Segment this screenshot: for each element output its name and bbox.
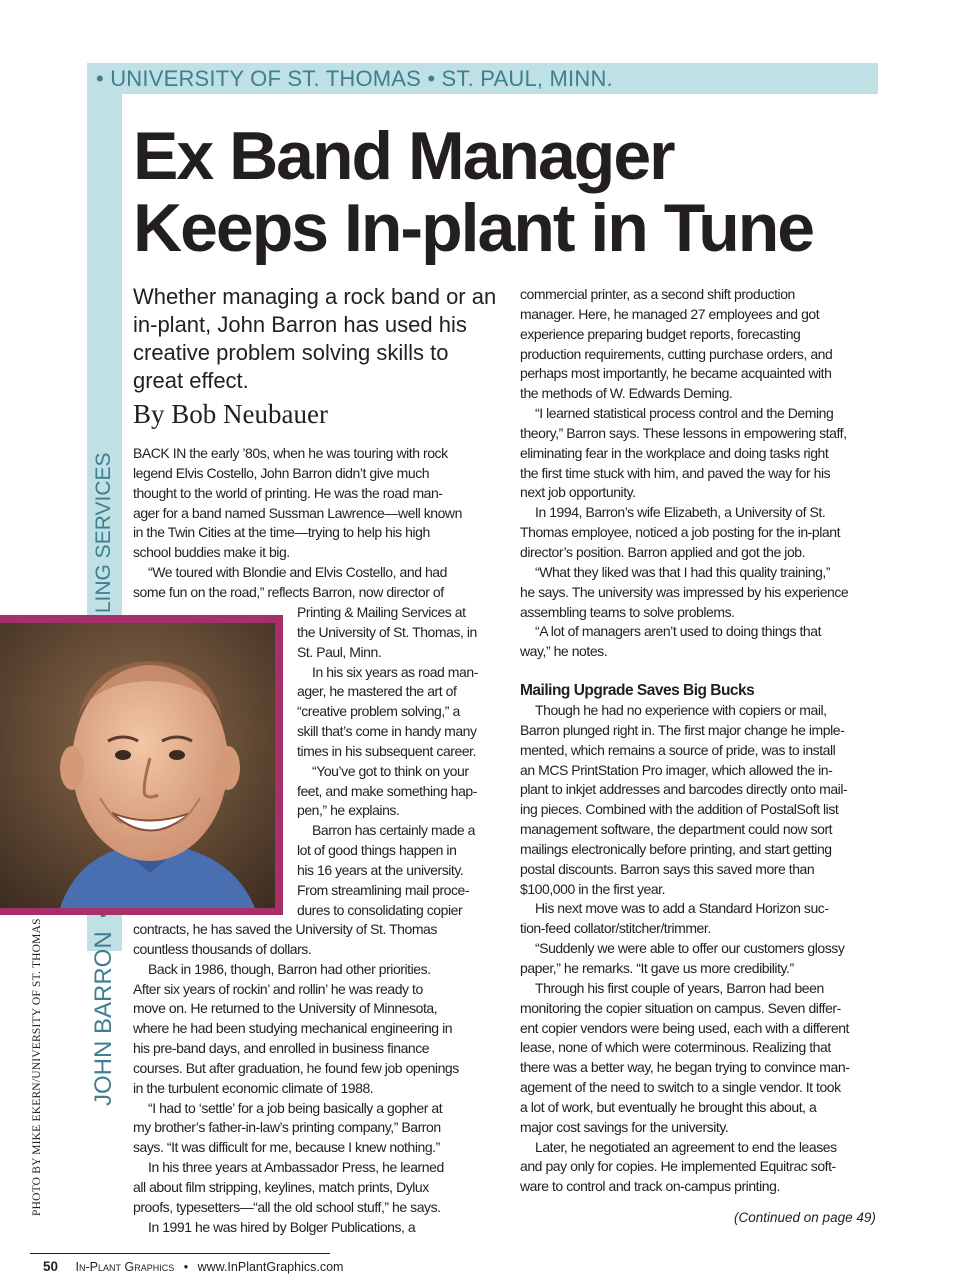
text-line: paper,” he remarks. “It gave us more credibility.” (520, 959, 794, 976)
text-line: commercial printer, as a second shift production (520, 286, 795, 302)
byline: By Bob Neubauer (133, 399, 328, 429)
text-line: “You’ve got to think on your (312, 762, 469, 779)
text-line: Printing & Mailing Services at (297, 604, 466, 620)
text-line: management software, the department could now sort (520, 821, 833, 838)
text-line: major cost savings for the university. (520, 1118, 729, 1135)
website-link[interactable]: www.InPlantGraphics.com (197, 1260, 344, 1274)
text-line: the University of St. Thomas, in (297, 623, 477, 640)
column-2-top (520, 285, 880, 662)
text-line: tion-feed collator/stitcher/trimmer. (520, 920, 711, 937)
column-2-bottom (520, 701, 880, 1197)
text-line: where he had been studying mechanical engineering in (133, 1020, 453, 1037)
text-line: perhaps most importantly, he became acquainted with (520, 365, 832, 382)
text-line: In his six years as road man- (312, 663, 478, 680)
text-line: Later, he negotiated an agreement to end the leases (535, 1138, 837, 1155)
text-line: BACK IN the early ’80s, when he was touring with rock (133, 445, 448, 461)
text-line: In 1994, Barron’s wife Elizabeth, a University of St. (535, 504, 826, 521)
text-line: monitoring the copier situation on campus. Seven differ- (520, 999, 841, 1016)
column-1-wrap (297, 603, 502, 921)
text-line: some fun on the road,” reflects Barron, now director of (133, 583, 444, 600)
text-line: countless thousands of dollars. (133, 940, 312, 957)
text-line: $100,000 in the first year. (520, 880, 666, 897)
text-line: “We toured with Blondie and Elvis Costello, and had (148, 564, 447, 581)
continued-note: (Continued on page 49) (734, 1210, 876, 1225)
text-line: From streamlining mail proce- (297, 881, 470, 898)
name-vertical-label: JOHN BARRON (90, 931, 117, 1106)
portrait-illustration (0, 623, 275, 908)
portrait-photo (0, 623, 275, 908)
text-line: Back in 1986, though, Barron had other priorities. (148, 960, 431, 977)
text-line: times in his subsequent career. (297, 742, 477, 759)
text-line: In 1991 he was hired by Bolger Publications, a (148, 1218, 416, 1235)
text-line: agement of the need to switch to a single vendor. It took (520, 1079, 841, 1096)
text-line: theory,” Barron says. These lessons in empowering staff, (520, 424, 847, 441)
text-line: ing pieces. Combined with the addition of PostalSoft list (520, 801, 839, 818)
text-line: legend Elvis Costello, John Barron didn’t give much (133, 464, 430, 481)
text-line: in the Twin Cities at the time—trying to help his high (133, 524, 430, 541)
text-line: dures to consolidating copier (297, 901, 463, 918)
text-line: “I had to ‘settle’ for a job being basically a gopher at (148, 1099, 443, 1116)
photo-credit: PHOTO BY MIKE EKERN/UNIVERSITY OF ST. THOMAS (31, 918, 43, 1216)
column-1-top (133, 444, 498, 603)
page-footer (43, 1257, 343, 1277)
page-title (133, 120, 813, 264)
text-line: “I learned statistical process control and the Deming (535, 405, 834, 422)
text-line: move on. He returned to the University of Minnesota, (133, 1000, 438, 1017)
deck-summary: Whether managing a rock band or an in-plant, John Barron has used his creative problem solving skills to great effect. (133, 284, 497, 393)
text-line: “Suddenly we were able to offer our customers glossy (535, 940, 845, 957)
text-line: feet, and make something hap- (297, 782, 477, 799)
text-line: thought to the world of printing. He was the road man- (133, 484, 443, 501)
text-line: and pay only for copies. He implemented Equitrac soft- (520, 1158, 836, 1175)
text-line: production requirements, cutting purchase orders, and (520, 345, 833, 362)
text-line: proofs, typesetters—“all the old school stuff,” he says. (133, 1198, 441, 1215)
headline-line-2: Keeps In-plant in Tune (133, 190, 814, 266)
text-line: ager for a band named Sussman Lawrence—well known (133, 504, 462, 521)
text-line: “What they liked was that I had this quality training,” (535, 563, 831, 580)
text-line: mailings electronically before printing, and start getting (520, 840, 832, 857)
text-line: the first time stuck with him, and paved the way for his (520, 464, 831, 481)
text-line: says. “It was difficult for me, because I knew nothing.” (133, 1139, 440, 1156)
text-line: a lot of work, but eventually he brought this about, a (520, 1098, 817, 1115)
text-line: courses. But after graduation, he found few job openings (133, 1059, 459, 1076)
text-line: Barron has certainly made a (312, 822, 475, 839)
text-line: Barron plunged right in. The first major change he imple- (520, 721, 845, 738)
text-line: director’s position. Barron applied and got the job. (520, 543, 806, 560)
location-header: • UNIVERSITY OF ST. THOMAS • ST. PAUL, MINN. (96, 66, 613, 91)
text-line: he says. The university was impressed by his experience (520, 583, 849, 600)
publication-name: In-Plant Graphics (75, 1260, 175, 1274)
text-line: eliminating fear in the workplace and doing tasks right (520, 444, 829, 461)
page-number: 50 (43, 1259, 59, 1274)
text-line: His next move was to add a Standard Horizon suc- (535, 900, 829, 917)
text-line: an MCS PrintStation Pro imager, which allowed the in- (520, 761, 833, 778)
text-line: school buddies make it big. (133, 544, 290, 561)
text-line: lot of good things happen in (297, 842, 457, 859)
text-line: St. Paul, Minn. (297, 643, 382, 660)
text-line: way,” he notes. (520, 643, 608, 660)
text-line: “A lot of managers aren’t used to doing things that (535, 623, 822, 640)
text-line: all about film stripping, keylines, match prints, Dylux (133, 1178, 429, 1195)
text-line: there was a better way, he began trying to convince man- (520, 1059, 850, 1076)
subhead: Mailing Upgrade Saves Big Bucks (520, 682, 755, 699)
text-line: manager. Here, he managed 27 employees and got (520, 305, 820, 322)
text-line: Through his first couple of years, Barron had been (535, 979, 824, 996)
text-line: “creative problem solving,” a (297, 703, 460, 720)
text-line: assembling teams to solve problems. (520, 603, 735, 620)
text-line: in the turbulent economic climate of 1988. (133, 1079, 374, 1096)
footer-rule (30, 1253, 330, 1254)
text-line: mented, which remains a source of pride, was to install (520, 741, 836, 758)
text-line: experience preparing budget reports, forecasting (520, 325, 801, 342)
text-line: his pre-band days, and enrolled in business finance (133, 1040, 430, 1057)
text-line: next job opportunity. (520, 484, 636, 501)
text-line: postal discounts. Barron says this saved more than (520, 860, 815, 877)
headline-line-1: Ex Band Manager (133, 118, 674, 194)
footer-separator: • (183, 1260, 189, 1274)
text-line: ager, he mastered the art of (297, 683, 457, 700)
text-line: Though he had no experience with copiers or mail, (535, 702, 827, 718)
text-line: After six years of rockin’ and rollin’ he was ready to (133, 980, 423, 997)
text-line: In his three years at Ambassador Press, he learned (148, 1159, 444, 1176)
text-line: contracts, he has saved the University of St. Thomas (133, 921, 437, 937)
text-line: plant to inkjet addresses and barcodes directly onto mail- (520, 781, 848, 798)
text-line: his 16 years at the university. (297, 861, 464, 878)
column-1-bottom (133, 920, 498, 1238)
text-line: Thomas employee, noticed a job posting for the in-plant (520, 524, 841, 541)
text-line: ent copier vendors were being used, each with a different (520, 1019, 849, 1036)
text-line: the methods of W. Edwards Deming. (520, 385, 733, 402)
text-line: pen,” he explains. (297, 802, 400, 819)
text-line: my brother’s father-in-law’s printing company,” Barron (133, 1119, 441, 1136)
text-line: skill that’s come in handy many (297, 723, 477, 740)
text-line: ware to control and track on-campus printing. (520, 1178, 780, 1195)
text-line: lease, none of which were coterminous. Realizing that (520, 1039, 831, 1056)
